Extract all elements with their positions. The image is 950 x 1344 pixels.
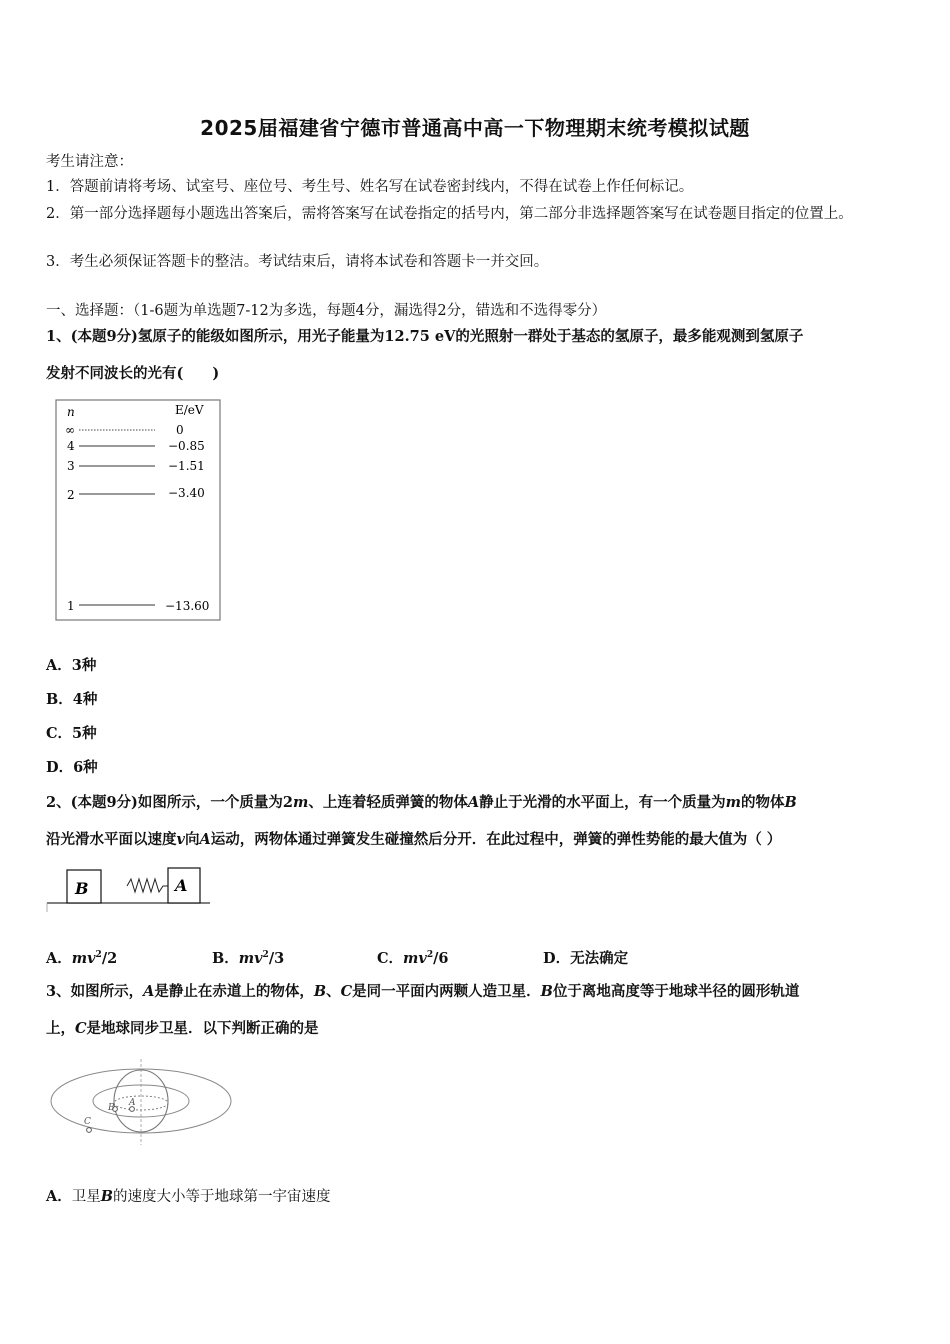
label-b: B — [108, 1103, 115, 1113]
level-n-3: 3 — [67, 459, 75, 473]
notice-heading: 考生请注意： — [46, 154, 133, 170]
level-n-4: 4 — [67, 439, 75, 453]
block-a-label: A — [175, 876, 188, 895]
level-e-2: −3.40 — [168, 486, 205, 500]
q3-option-a: A．卫星B的速度大小等于地球第一宇宙速度 — [46, 1188, 331, 1205]
q2-option-d: D．无法确定 — [543, 950, 629, 967]
level-e-inf: 0 — [176, 423, 184, 437]
q1-option-c: C．5种 — [46, 725, 97, 742]
q3-line-1: 3、如图所示，A是静止在赤道上的物体，B、C是同一平面内两颗人造卫星．B位于离地高度等于地球半径的圆形轨道 — [46, 983, 800, 1000]
q2-line-2: 沿光滑水平面以速度v向A运动，两物体通过弹簧发生碰撞然后分开．在此过程中，弹簧的弹性势能的最大值为（ ） — [46, 831, 782, 848]
q2-option-a: A．$mv^2/2$ — [46, 950, 118, 967]
equator — [114, 1096, 168, 1110]
q2-line-1: 2、(本题9分)如图所示，一个质量为2m、上连着轻质弹簧的物体A静止于光滑的水平面上，有一个质量为m的物体B — [46, 794, 797, 811]
section-heading: 一、选择题：（1-6题为单选题7-12为多选，每题4分，漏选得2分，错选和不选得零分） — [46, 303, 607, 319]
notice-item-3: 3．考生必须保证答题卡的整洁。考试结束后，请将本试卷和答题卡一并交回。 — [46, 254, 549, 270]
level-n-1: 1 — [67, 599, 75, 613]
notice-item-1: 1．答题前请将考场、试室号、座位号、考生号、姓名写在试卷密封线内，不得在试卷上作任何标记。 — [46, 179, 694, 195]
energy-level-diagram — [55, 399, 223, 623]
q1-line-2: 发射不同波长的光有( ) — [46, 365, 220, 382]
level-e-3: −1.51 — [168, 459, 205, 473]
axis-n-label: n — [67, 405, 75, 419]
spring — [127, 879, 168, 892]
label-c: C — [84, 1117, 91, 1127]
level-e-4: −0.85 — [168, 439, 205, 453]
block-b-label: B — [75, 879, 89, 898]
satellite-orbit-diagram — [48, 1053, 234, 1151]
q2-option-c: C．$mv^2/6$ — [377, 950, 449, 967]
q1-option-a: A．3种 — [46, 657, 97, 674]
page-title: 2025届福建省宁德市普通高中高一下物理期末统考模拟试题 — [200, 116, 750, 140]
point-c — [87, 1128, 92, 1133]
q3-line-2: 上，C是地球同步卫星．以下判断正确的是 — [46, 1020, 319, 1037]
spring-collision-diagram — [44, 864, 214, 916]
notice-item-2: 2．第一部分选择题每小题选出答案后，需将答案写在试卷指定的括号内，第二部分非选择题答案写在试卷题目指定的位置上。 — [46, 206, 853, 222]
q1-option-d: D．6种 — [46, 759, 98, 776]
level-n-2: 2 — [67, 488, 75, 502]
level-e-1: −13.60 — [165, 599, 210, 613]
label-a: A — [129, 1098, 136, 1108]
axis-e-label: E/eV — [175, 403, 204, 417]
q2-option-b: B．$mv^2/3$ — [212, 950, 285, 967]
q1-line-1: 1、(本题9分)氢原子的能级如图所示，用光子能量为12.75 eV的光照射一群处于基态的氢原子，最多能观测到氢原子 — [46, 328, 804, 345]
level-n-inf: ∞ — [65, 423, 75, 437]
q1-option-b: B．4种 — [46, 691, 98, 708]
